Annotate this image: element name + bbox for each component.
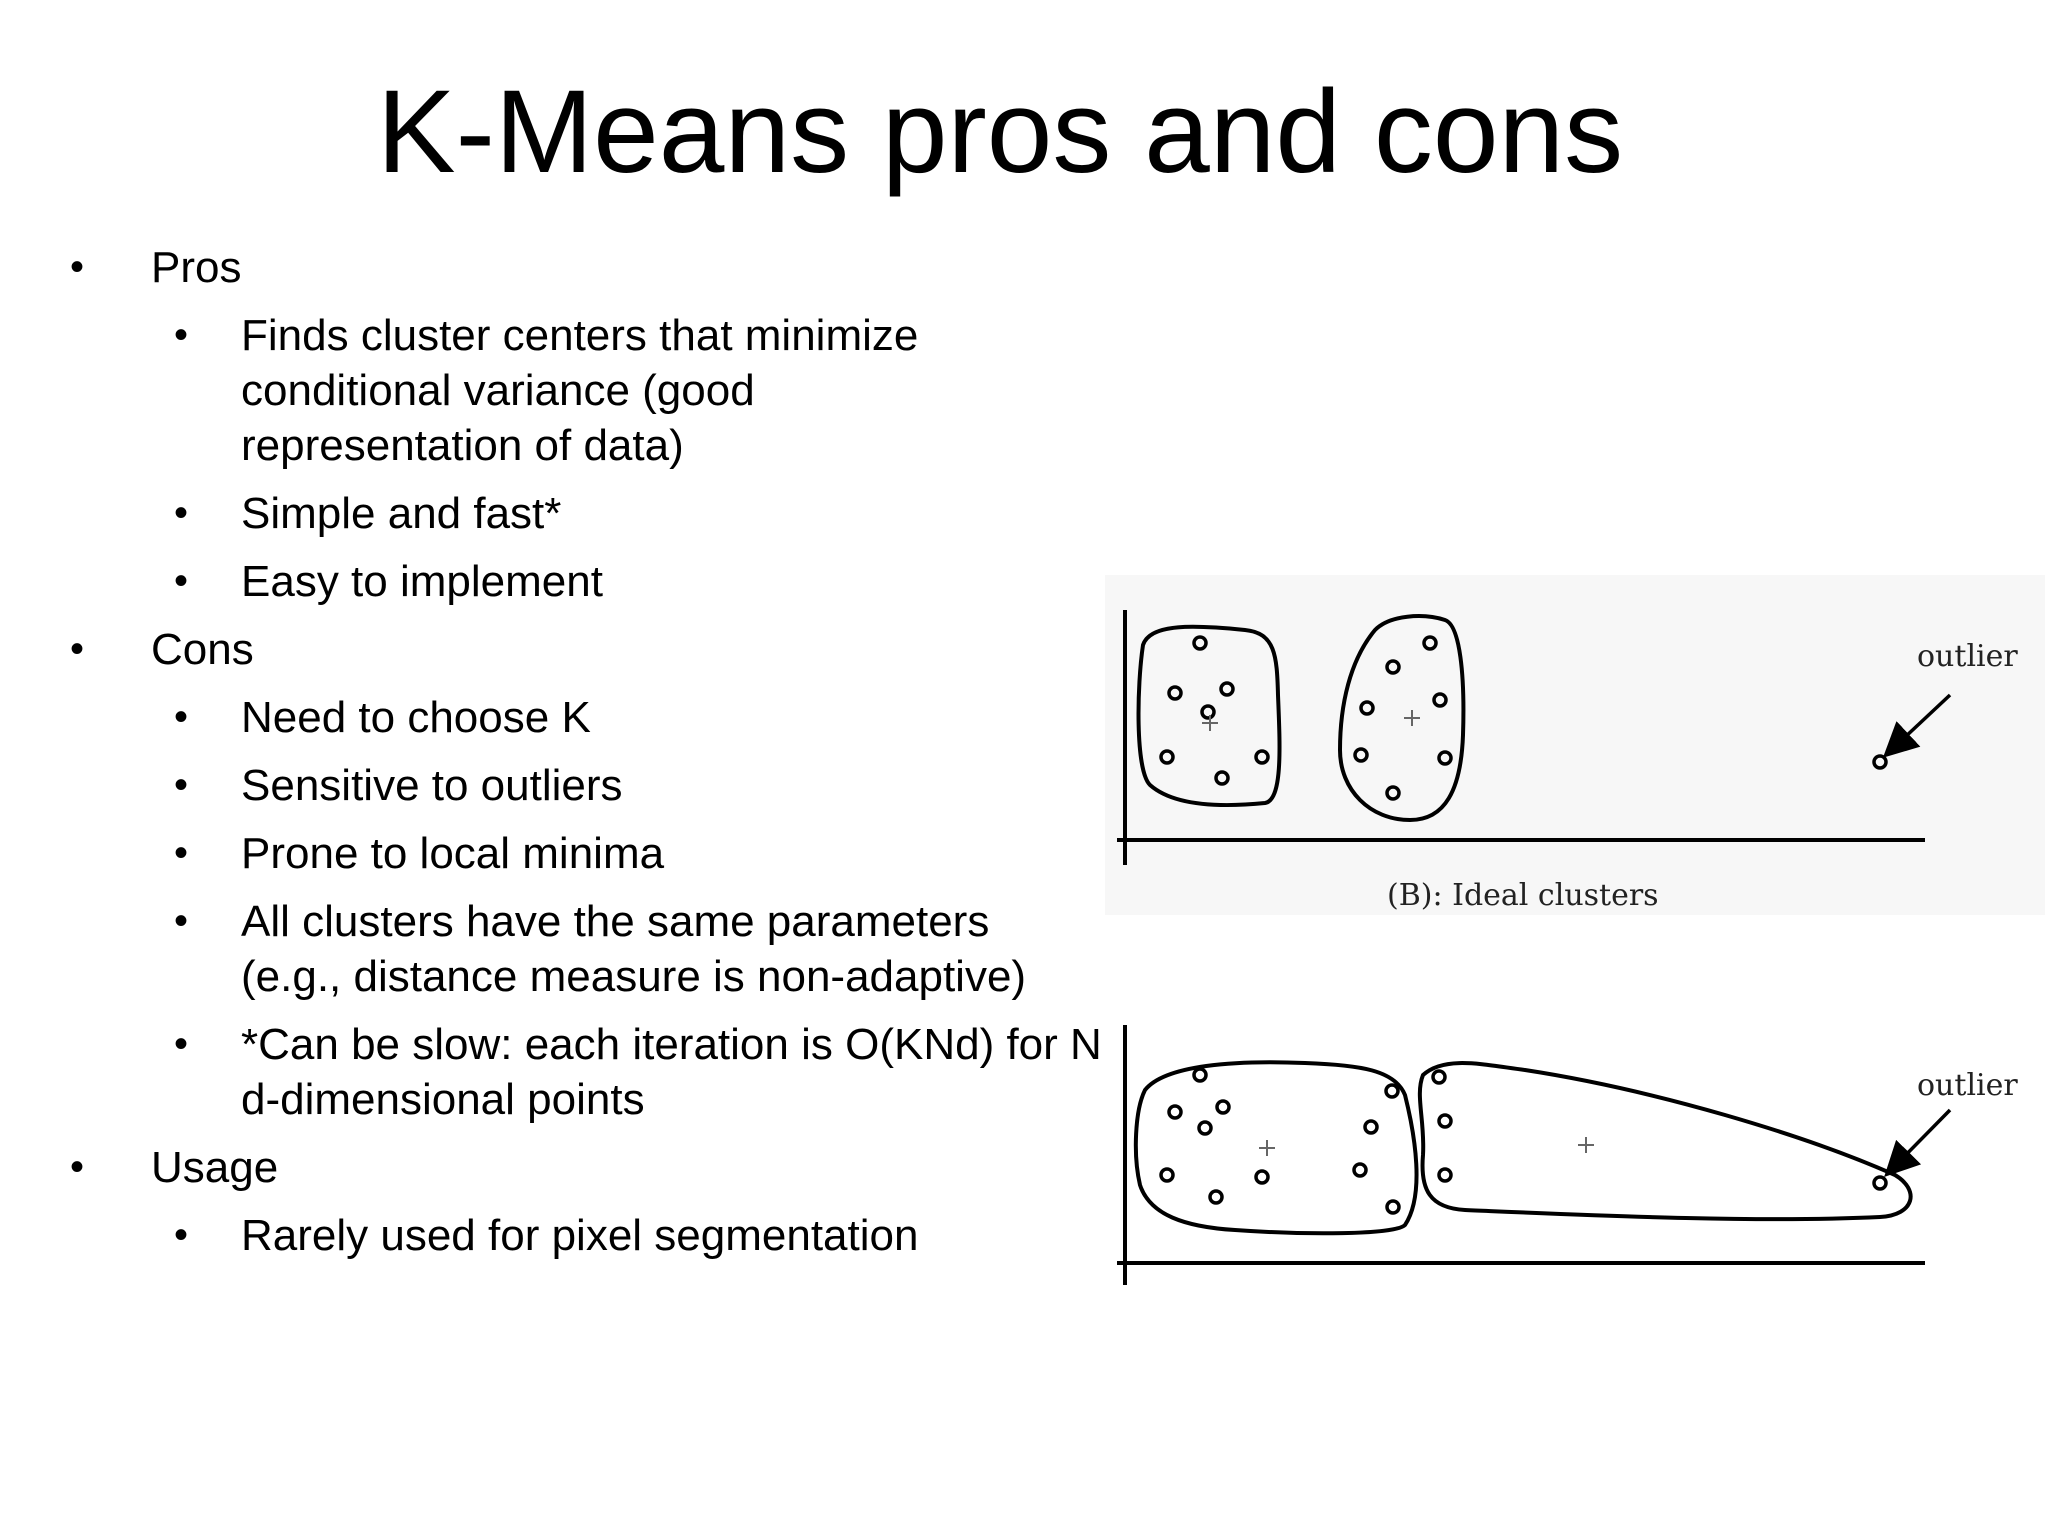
figure-caption: (B): Ideal clusters [1387, 878, 1659, 913]
bullet-list [70, 240, 1102, 1276]
bullet-icon: • [70, 1145, 85, 1189]
outlier-label: outlier [1917, 639, 2018, 674]
bullet-icon: • [174, 313, 189, 357]
cluster-boundary [1136, 1062, 1417, 1233]
bullet-icon: • [174, 1213, 189, 1257]
section-pros [70, 240, 1070, 295]
list-item [70, 826, 1070, 881]
bullet-icon: • [174, 899, 189, 943]
bottom-panel [1117, 1025, 1925, 1285]
list-item [70, 554, 1070, 609]
section-cons [70, 622, 1070, 677]
bullet-icon: • [174, 491, 189, 535]
slide-title: K-Means pros and cons [376, 66, 1624, 198]
list-item-text: Prone to local minima [241, 829, 665, 878]
list-item-text: Rarely used for pixel segmentation [241, 1211, 919, 1260]
list-item-text: Need to choose K [241, 693, 591, 742]
section-heading: Usage [151, 1143, 279, 1192]
list-item [70, 1017, 1121, 1127]
list-item-text: Easy to implement [241, 557, 603, 606]
list-item-text: Sensitive to outliers [241, 761, 623, 810]
clusters-figure [1105, 575, 2045, 1295]
bullet-icon: • [174, 695, 189, 739]
bottom-points [1161, 1069, 1886, 1213]
bullet-icon: • [70, 627, 85, 671]
top-panel-background [1105, 575, 2045, 915]
bullet-icon: • [174, 763, 189, 807]
clusters-diagram [1105, 575, 2045, 1295]
outlier-label: outlier [1917, 1068, 2018, 1103]
bullet-icon: • [174, 1022, 189, 1066]
section-heading: Cons [151, 625, 254, 674]
list-item [70, 894, 1091, 1004]
list-item [70, 758, 1070, 813]
list-item [70, 690, 1070, 745]
list-item [70, 1208, 1070, 1263]
outlier-arrow-icon [1889, 1110, 1950, 1172]
list-item [70, 486, 1070, 541]
bottom-centroids [1259, 1137, 1594, 1156]
cluster-boundary [1420, 1063, 1911, 1219]
bullet-icon: • [70, 245, 85, 289]
list-item-text: *Can be slow: each iteration is O(KNd) for N d-dimensional points [241, 1020, 1102, 1124]
section-usage [70, 1140, 1070, 1195]
section-heading: Pros [151, 243, 242, 292]
list-item [70, 308, 1031, 473]
bullet-icon: • [174, 559, 189, 603]
list-item-text: Simple and fast* [241, 489, 562, 538]
bullet-icon: • [174, 831, 189, 875]
list-item-text: Finds cluster centers that minimize conditional variance (good representation of data) [241, 311, 919, 470]
list-item-text: All clusters have the same parameters (e.g., distance measure is non-adaptive) [241, 897, 1027, 1001]
